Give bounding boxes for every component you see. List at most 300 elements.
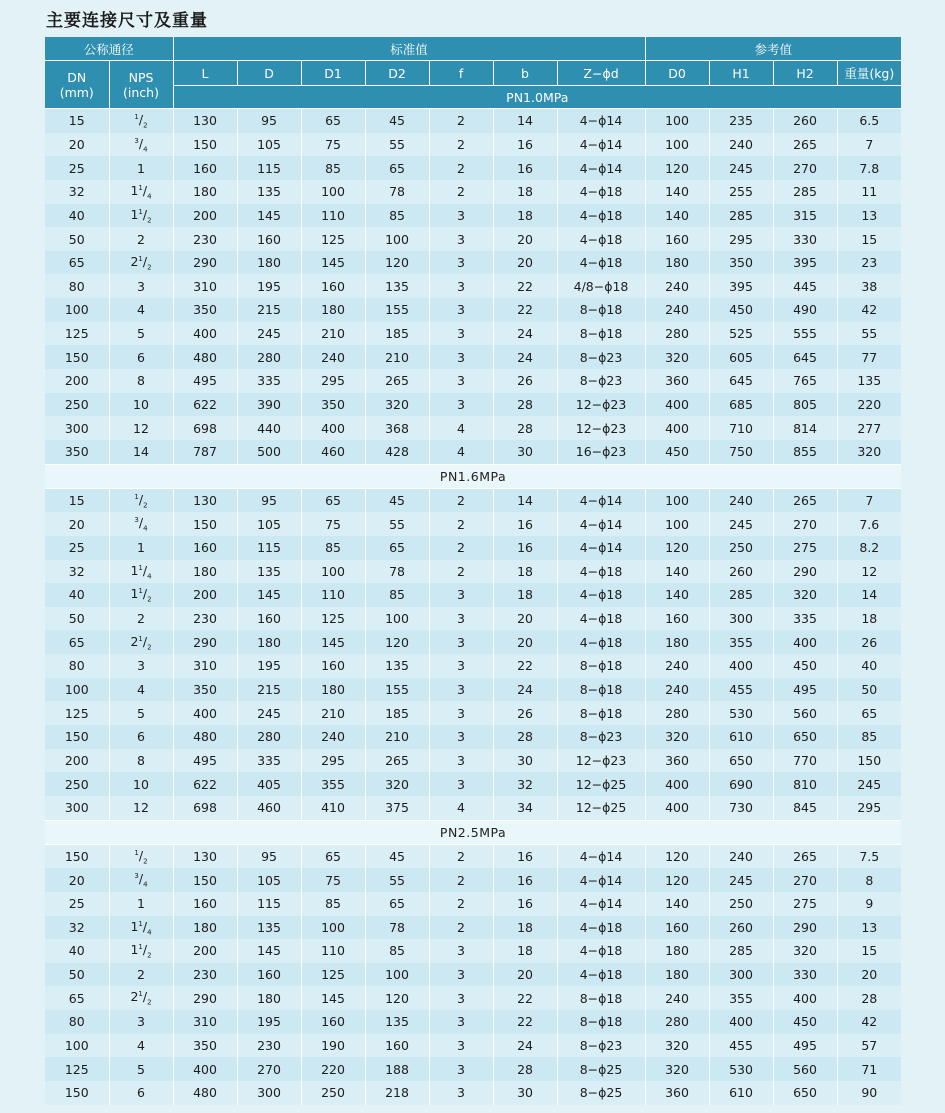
table-row [45, 868, 901, 892]
table-cell: 270 [773, 868, 837, 892]
table-cell: 8−ϕ18 [557, 678, 645, 702]
table-cell: 140 [645, 560, 709, 584]
table-cell: $1^1/_2$ [109, 583, 173, 607]
table-cell: 490 [773, 298, 837, 322]
table-row [45, 1034, 901, 1058]
table-cell: 405 [237, 772, 301, 796]
table-cell: 450 [709, 298, 773, 322]
table-cell: 195 [237, 274, 301, 298]
table-cell: 3 [429, 369, 493, 393]
table-cell: 350 [709, 251, 773, 275]
table-row [45, 630, 901, 654]
table-cell: 400 [645, 796, 709, 820]
table-row [45, 725, 901, 749]
table-cell: 8−ϕ18 [557, 298, 645, 322]
table-cell: 245 [709, 156, 773, 180]
table-cell: 16−ϕ23 [557, 440, 645, 464]
table-cell: 160 [301, 1010, 365, 1034]
table-cell: 250 [709, 536, 773, 560]
table-cell: 160 [173, 536, 237, 560]
table-cell: 698 [173, 416, 237, 440]
table-cell: 250 [301, 1081, 365, 1105]
table-cell: 495 [773, 678, 837, 702]
table-cell: 200 [45, 369, 109, 393]
table-cell: 115 [237, 536, 301, 560]
table-cell: 285 [773, 180, 837, 204]
table-cell: 80 [45, 274, 109, 298]
table-cell: 5 [109, 1057, 173, 1081]
table-cell: 100 [301, 560, 365, 584]
table-cell: 4 [429, 440, 493, 464]
table-cell: 455 [709, 678, 773, 702]
table-cell: 4−ϕ18 [557, 560, 645, 584]
table-cell: 15 [45, 109, 109, 133]
table-cell: 24 [493, 322, 557, 346]
table-cell: 610 [709, 725, 773, 749]
table-cell: 350 [45, 440, 109, 464]
table-row [45, 749, 901, 773]
table-cell: 4−ϕ18 [557, 227, 645, 251]
table-cell: 3 [109, 1010, 173, 1034]
table-cell: 750 [709, 440, 773, 464]
header-col: D2 [365, 61, 429, 86]
table-cell: 622 [173, 772, 237, 796]
table-cell: 15 [837, 939, 901, 963]
table-cell: 4−ϕ14 [557, 109, 645, 133]
table-cell: 6 [109, 345, 173, 369]
table-row [45, 986, 901, 1010]
table-row [45, 345, 901, 369]
table-cell: 5 [109, 701, 173, 725]
table-cell: 130 [173, 844, 237, 868]
table-cell: 4−ϕ14 [557, 488, 645, 512]
table-cell: 85 [301, 156, 365, 180]
header-group-reference: 参考值 [645, 37, 901, 61]
table-cell: 8−ϕ23 [557, 345, 645, 369]
table-cell: 218 [365, 1081, 429, 1105]
table-cell: 4 [429, 796, 493, 820]
table-row [45, 393, 901, 417]
table-cell: 180 [237, 251, 301, 275]
table-cell: 450 [773, 1010, 837, 1034]
table-cell: 20 [45, 133, 109, 157]
table-cell: 100 [645, 109, 709, 133]
table-cell: 30 [493, 1081, 557, 1105]
table-cell: 180 [645, 630, 709, 654]
table-cell: 150 [173, 512, 237, 536]
table-cell: 240 [709, 844, 773, 868]
table-cell: 18 [493, 583, 557, 607]
table-cell: 155 [365, 678, 429, 702]
table-cell: 8−ϕ25 [557, 1057, 645, 1081]
table-cell: 160 [301, 654, 365, 678]
table-cell: 160 [237, 963, 301, 987]
table-cell: 245 [709, 868, 773, 892]
table-cell: $^1/_2$ [109, 844, 173, 868]
table-cell: $1^1/_2$ [109, 204, 173, 228]
table-row [45, 654, 901, 678]
table-cell: 14 [493, 109, 557, 133]
header-col: b [493, 61, 557, 86]
table-cell: 250 [45, 393, 109, 417]
table-cell: 690 [709, 772, 773, 796]
table-cell: 335 [237, 369, 301, 393]
table-cell: 455 [709, 1034, 773, 1058]
table-cell: 120 [645, 536, 709, 560]
table-cell: 200 [173, 583, 237, 607]
table-cell: 105 [237, 868, 301, 892]
table-cell: 24 [493, 345, 557, 369]
table-cell: 215 [237, 298, 301, 322]
table-cell: 650 [773, 725, 837, 749]
table-cell: 125 [45, 322, 109, 346]
table-cell: 6 [109, 1081, 173, 1105]
table-cell: 555 [773, 322, 837, 346]
table-cell: 110 [301, 583, 365, 607]
table-cell: 4−ϕ14 [557, 868, 645, 892]
table-cell: 320 [645, 1034, 709, 1058]
table-cell: 245 [237, 701, 301, 725]
table-cell: 160 [237, 607, 301, 631]
table-row [45, 536, 901, 560]
table-cell: 3 [429, 298, 493, 322]
table-cell: 240 [645, 298, 709, 322]
table-cell: 180 [301, 678, 365, 702]
table-cell: 180 [645, 939, 709, 963]
table-cell: 3 [429, 701, 493, 725]
table-cell: 50 [45, 963, 109, 987]
table-row [45, 109, 901, 133]
table-cell: 3 [429, 1034, 493, 1058]
table-cell: 80 [45, 654, 109, 678]
table-cell: 150 [45, 844, 109, 868]
table-cell: 230 [237, 1034, 301, 1058]
table-cell: 400 [773, 986, 837, 1010]
table-cell: 65 [301, 109, 365, 133]
table-cell: 185 [365, 322, 429, 346]
table-cell: 140 [645, 892, 709, 916]
table-cell: 710 [709, 416, 773, 440]
table-row [45, 369, 901, 393]
table-cell: 450 [645, 440, 709, 464]
table-cell: 160 [237, 227, 301, 251]
table-cell: 14 [109, 440, 173, 464]
table-cell: 100 [645, 488, 709, 512]
table-cell: 350 [173, 678, 237, 702]
table-cell: 265 [773, 844, 837, 868]
table-cell: 105 [237, 133, 301, 157]
table-cell: 7.8 [837, 156, 901, 180]
header-nps: NPS (inch) [109, 61, 173, 109]
table-cell: $2^1/_2$ [109, 986, 173, 1010]
table-cell: 310 [173, 274, 237, 298]
table-cell: 28 [493, 1057, 557, 1081]
table-cell: 3 [429, 393, 493, 417]
table-cell: 7.5 [837, 844, 901, 868]
table-cell: 4−ϕ18 [557, 204, 645, 228]
table-cell: 8 [109, 369, 173, 393]
table-cell: 2 [429, 133, 493, 157]
header-col: H1 [709, 61, 773, 86]
table-cell: 3 [429, 322, 493, 346]
table-cell: 180 [173, 180, 237, 204]
table-cell: 4−ϕ18 [557, 963, 645, 987]
table-cell: 3 [429, 939, 493, 963]
table-cell: 560 [773, 701, 837, 725]
table-cell: 110 [301, 939, 365, 963]
table-cell: 145 [237, 583, 301, 607]
table-cell: 16 [493, 892, 557, 916]
table-cell: 26 [493, 701, 557, 725]
table-cell: 805 [773, 393, 837, 417]
table-cell: 90 [837, 1081, 901, 1105]
table-cell: 195 [237, 1010, 301, 1034]
table-cell: 100 [301, 916, 365, 940]
table-cell: 360 [645, 749, 709, 773]
section-header-row [45, 464, 901, 488]
table-cell: 38 [837, 274, 901, 298]
table-cell: 3 [429, 607, 493, 631]
table-cell: 645 [773, 345, 837, 369]
table-cell: 14 [493, 488, 557, 512]
table-cell: 8−ϕ23 [557, 725, 645, 749]
table-cell: 120 [365, 986, 429, 1010]
table-cell: 145 [301, 630, 365, 654]
table-cell: 240 [645, 654, 709, 678]
table-cell: 270 [773, 512, 837, 536]
table-cell: 360 [645, 369, 709, 393]
table-cell: 16 [493, 868, 557, 892]
table-cell: 320 [365, 772, 429, 796]
table-cell: 110 [301, 204, 365, 228]
header-col: H2 [773, 61, 837, 86]
table-cell: 3 [429, 274, 493, 298]
table-cell: 240 [645, 986, 709, 1010]
table-row [45, 227, 901, 251]
table-cell: 135 [365, 1010, 429, 1034]
table-cell: 4 [109, 1034, 173, 1058]
table-row [45, 583, 901, 607]
table-cell: 32 [493, 772, 557, 796]
table-cell: 300 [237, 1081, 301, 1105]
table-row [45, 180, 901, 204]
section-label: PN2.5MPa [45, 820, 901, 844]
table-cell: 180 [237, 986, 301, 1010]
header-col: 重量(kg) [837, 61, 901, 86]
table-cell: 18 [493, 916, 557, 940]
table-cell: 355 [709, 630, 773, 654]
table-cell: 42 [837, 298, 901, 322]
table-cell: 100 [645, 133, 709, 157]
table-cell: 40 [45, 583, 109, 607]
table-row [45, 298, 901, 322]
table-cell: 9 [837, 892, 901, 916]
table-cell: 260 [709, 560, 773, 584]
table-cell: 105 [237, 512, 301, 536]
table-cell: 10 [109, 393, 173, 417]
table-cell: 125 [301, 963, 365, 987]
table-cell: 295 [301, 369, 365, 393]
table-cell: 2 [429, 180, 493, 204]
table-cell: 770 [773, 749, 837, 773]
table-row [45, 560, 901, 584]
table-cell: 3 [429, 772, 493, 796]
table-cell: 135 [837, 369, 901, 393]
table-cell: 395 [773, 251, 837, 275]
table-cell: 75 [301, 133, 365, 157]
table-cell: 180 [173, 916, 237, 940]
table-cell: 495 [773, 1034, 837, 1058]
table-cell: 530 [709, 701, 773, 725]
table-cell: 34 [493, 796, 557, 820]
table-cell: 8−ϕ18 [557, 654, 645, 678]
table-cell: 100 [365, 963, 429, 987]
table-cell: 3 [429, 986, 493, 1010]
table-cell: 2 [109, 607, 173, 631]
table-cell: 180 [237, 630, 301, 654]
table-cell: 240 [301, 345, 365, 369]
table-row [45, 274, 901, 298]
table-cell: 400 [773, 630, 837, 654]
table-cell: 145 [301, 986, 365, 1010]
table-cell: 7.6 [837, 512, 901, 536]
table-cell: 57 [837, 1034, 901, 1058]
table-cell: 130 [173, 488, 237, 512]
table-row [45, 772, 901, 796]
table-row [45, 963, 901, 987]
table-row [45, 322, 901, 346]
table-cell: 622 [173, 393, 237, 417]
table-cell: 200 [173, 204, 237, 228]
table-cell: 210 [365, 725, 429, 749]
table-cell: 150 [45, 345, 109, 369]
table-cell: 310 [173, 1010, 237, 1034]
table-cell: 300 [45, 416, 109, 440]
table-cell: 78 [365, 180, 429, 204]
table-cell: 50 [45, 227, 109, 251]
header-col: Z−ϕd [557, 61, 645, 86]
table-cell: 290 [773, 916, 837, 940]
table-cell: 335 [237, 749, 301, 773]
table-cell: 650 [709, 749, 773, 773]
table-cell: 135 [365, 654, 429, 678]
table-cell: 320 [645, 725, 709, 749]
table-cell: 16 [493, 133, 557, 157]
table-cell: 320 [773, 583, 837, 607]
table-cell: 290 [773, 560, 837, 584]
table-cell: 4−ϕ14 [557, 844, 645, 868]
section-label-first: PN1.0MPa [173, 86, 901, 109]
table-cell: 11 [837, 180, 901, 204]
table-cell: 32 [45, 180, 109, 204]
table-cell: 7 [837, 133, 901, 157]
table-cell: 240 [645, 678, 709, 702]
table-cell: 50 [45, 607, 109, 631]
table-cell: 3 [429, 678, 493, 702]
table-cell: 71 [837, 1057, 901, 1081]
header-col: f [429, 61, 493, 86]
table-cell: 85 [837, 725, 901, 749]
table-cell: 245 [237, 322, 301, 346]
table-cell: 150 [173, 868, 237, 892]
table-cell: 320 [645, 345, 709, 369]
table-cell: 395 [709, 274, 773, 298]
table-cell: 8−ϕ18 [557, 1010, 645, 1034]
table-cell: 18 [493, 939, 557, 963]
table-cell: 155 [365, 298, 429, 322]
table-cell: 115 [237, 892, 301, 916]
table-cell: 495 [173, 369, 237, 393]
table-cell: 810 [773, 772, 837, 796]
table-cell: 2 [429, 844, 493, 868]
table-cell: 75 [301, 512, 365, 536]
table-cell: 15 [837, 227, 901, 251]
table-cell: 160 [365, 1034, 429, 1058]
table-cell: 100 [301, 180, 365, 204]
table-cell: 8−ϕ25 [557, 1081, 645, 1105]
table-row [45, 512, 901, 536]
table-cell: 100 [365, 227, 429, 251]
table-cell: 78 [365, 560, 429, 584]
table-cell: 3 [429, 1081, 493, 1105]
table-cell: 2 [429, 868, 493, 892]
table-cell: 4−ϕ14 [557, 536, 645, 560]
table-cell: 460 [301, 440, 365, 464]
table-cell: 188 [365, 1057, 429, 1081]
table-cell: 65 [45, 630, 109, 654]
table-cell: 280 [645, 1010, 709, 1034]
table-cell: 400 [645, 393, 709, 417]
table-row [45, 133, 901, 157]
table-cell: 125 [301, 227, 365, 251]
table-cell: 290 [173, 986, 237, 1010]
table-cell: 250 [709, 892, 773, 916]
table-cell: 135 [237, 180, 301, 204]
table-row [45, 607, 901, 631]
table-cell: 65 [45, 251, 109, 275]
table-cell: 295 [709, 227, 773, 251]
table-cell: 350 [301, 393, 365, 417]
table-cell: 245 [709, 512, 773, 536]
table-cell: 100 [45, 678, 109, 702]
table-cell: 85 [365, 204, 429, 228]
table-cell: 3 [429, 345, 493, 369]
table-row [45, 488, 901, 512]
table-cell: 210 [301, 701, 365, 725]
table-cell: 190 [301, 1034, 365, 1058]
table-cell: 55 [365, 868, 429, 892]
table-cell: 65 [837, 701, 901, 725]
table-cell: $2^1/_2$ [109, 630, 173, 654]
table-cell: 495 [173, 749, 237, 773]
table-cell: 65 [365, 536, 429, 560]
table-row [45, 1081, 901, 1105]
table-cell: 55 [365, 512, 429, 536]
table-cell: 23 [837, 251, 901, 275]
table-cell: 28 [493, 416, 557, 440]
table-cell: 368 [365, 416, 429, 440]
table-cell: 55 [365, 133, 429, 157]
table-cell: 20 [493, 963, 557, 987]
table-cell: 280 [237, 725, 301, 749]
table-cell: 4−ϕ14 [557, 133, 645, 157]
table-cell: 85 [301, 536, 365, 560]
table-cell: 45 [365, 109, 429, 133]
header-dn: DN (mm) [45, 61, 109, 109]
table-cell: 180 [645, 963, 709, 987]
table-cell: 200 [45, 749, 109, 773]
table-cell: 3 [429, 1010, 493, 1034]
